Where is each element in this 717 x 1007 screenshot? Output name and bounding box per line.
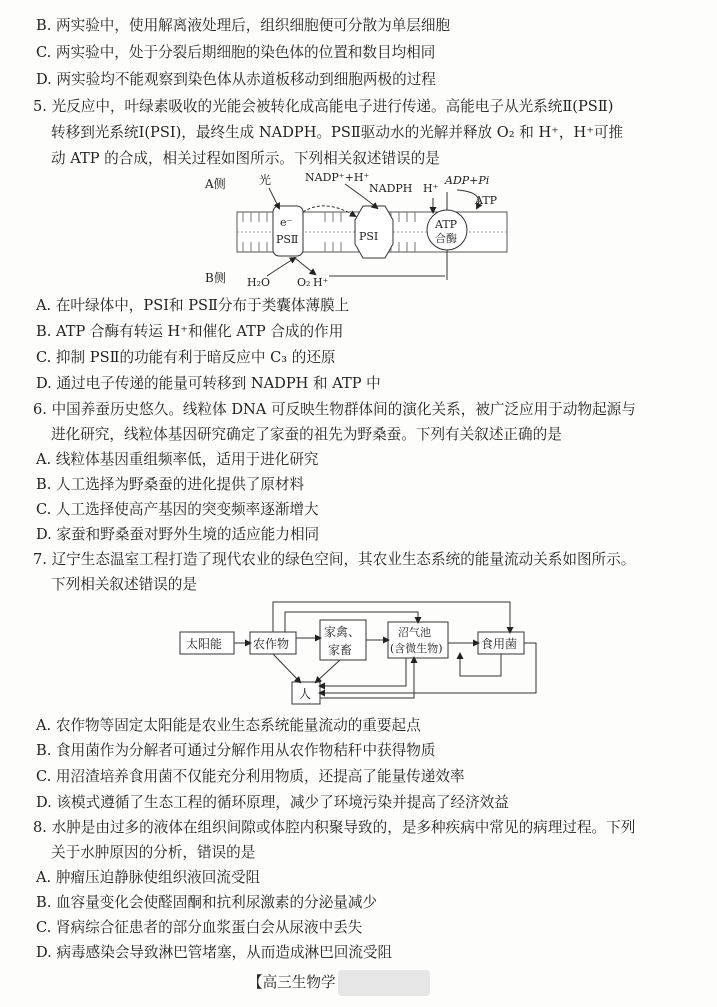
q5-option-d: D. 通过电子传递的能量可转移到 NADPH 和 ATP 中 xyxy=(36,375,381,392)
sun-label: 太阳能 xyxy=(186,637,223,651)
q5-option-c: C. 抑制 PSⅡ的功能有利于暗反应中 C₃ 的还原 xyxy=(36,349,336,366)
light-label: 光 xyxy=(259,173,272,187)
q6-option-a: A. 线粒体基因重组频率低，适用于进化研究 xyxy=(36,451,319,468)
q5-option-b: B. ATP 合酶有转运 H⁺和催化 ATP 合成的作用 xyxy=(36,323,344,340)
livestock-label-2: 家畜 xyxy=(328,643,353,657)
ps2-complex xyxy=(273,206,303,256)
q6-option-d: D. 家蚕和野桑蚕对野外生境的适应能力相同 xyxy=(36,526,320,543)
q8-option-c: C. 肾病综合征患者的部分血浆蛋白会从尿液中丢失 xyxy=(36,919,363,936)
fungi-label: 食用菌 xyxy=(481,637,518,651)
adp-label: ADP+Pi xyxy=(445,174,490,187)
q5-option-a: A. 在叶绿体中，PSⅠ和 PSⅡ分布于类囊体薄膜上 xyxy=(36,297,350,314)
q4-option-b: B. 两实验中，使用解离液处理后，组织细胞便可分散为单层细胞 xyxy=(36,17,451,34)
q8-option-b: B. 血容量变化会使醛固酮和抗利尿激素的分泌量减少 xyxy=(36,894,378,911)
q8-option-d: D. 病毒感染会导致淋巴管堵塞，从而造成淋巴回流受阻 xyxy=(36,944,393,961)
q7-option-d: D. 该模式遵循了生态工程的循环原理，减少了环境污染并提高了经济效益 xyxy=(36,794,509,811)
q5-stem-line-3: 动 ATP 的合成，相关过程如图所示。下列相关叙述错误的是 xyxy=(51,150,440,167)
q7-option-a: A. 农作物等固定太阳能是农业生态系统能量流动的重要起点 xyxy=(36,717,421,734)
oxygen-label: O₂ xyxy=(297,276,311,289)
electron-label: e⁻ xyxy=(280,216,293,229)
q8-stem-line-1: 8. 水肿是由过多的液体在组织间隙或体腔内积聚导致的，是多种疾病中常见的病理过程。下列 xyxy=(33,819,636,836)
photosynthesis-membrane-diagram xyxy=(195,168,525,294)
ps1-label: PSⅠ xyxy=(359,230,379,243)
q8-option-a: A. 肿瘤压迫静脉使组织液回流受阻 xyxy=(36,869,261,886)
watermark-overlay xyxy=(338,970,430,996)
crops-label: 农作物 xyxy=(253,637,290,651)
h-plus-top-label: H⁺ xyxy=(423,182,439,195)
q7-stem-line-1: 7. 辽宁生态温室工程打造了现代农业的绿色空间，其农业生态系统的能量流动关系如图所示。 xyxy=(33,551,636,568)
water-label: H₂O xyxy=(247,276,271,289)
energy-flow-diagram xyxy=(170,594,550,710)
ps2-label: PSⅡ xyxy=(276,233,299,246)
biogas-label-1: 沼气池 xyxy=(398,626,431,639)
side-a-label: A侧 xyxy=(205,177,226,191)
q5-stem-line-1: 5. 光反应中，叶绿素吸收的光能会被转化成高能电子进行传递。高能电子从光系统Ⅱ(PSⅡ) xyxy=(33,98,614,115)
human-label: 人 xyxy=(299,687,312,701)
q6-stem-line-1: 6. 中国养蚕历史悠久。线粒体 DNA 可反映生物群体间的演化关系，被广泛应用于动物起源与 xyxy=(33,401,636,418)
atp-label: ATP xyxy=(475,194,498,207)
q6-option-c: C. 人工选择使高产基因的突变频率逐渐增大 xyxy=(36,501,319,518)
atp-synthase-label-2: 合酶 xyxy=(435,232,457,245)
atp-synthase-label-1: ATP xyxy=(435,218,458,231)
q4-option-c: C. 两实验中，处于分裂后期细胞的染色体的位置和数目均相同 xyxy=(36,44,436,61)
q5-stem-line-2: 转移到光系统Ⅰ(PSⅠ)，最终生成 NADPH。PSⅡ驱动水的光解并释放 O₂ 和 H⁺，H⁺可推 xyxy=(51,124,624,141)
q7-stem-line-2: 下列相关叙述错误的是 xyxy=(51,576,197,593)
q7-option-b: B. 食用菌作为分解者可通过分解作用从农作物秸秆中获得物质 xyxy=(36,742,436,759)
q6-stem-line-2: 进化研究，线粒体基因研究确定了家蚕的祖先为野桑蚕。下列有关叙述正确的是 xyxy=(51,426,562,443)
q6-option-b: B. 人工选择为野桑蚕的进化提供了原材料 xyxy=(36,476,305,493)
side-b-label: B侧 xyxy=(205,271,226,285)
nadp-label: NADP⁺+H⁺ xyxy=(305,171,370,184)
q8-stem-line-2: 关于水肿原因的分析，错误的是 xyxy=(51,844,256,861)
nadph-label: NADPH xyxy=(369,182,413,195)
q4-option-d: D. 两实验均不能观察到染色体从赤道板移动到细胞两极的过程 xyxy=(36,71,436,88)
biogas-label-2: (含微生物) xyxy=(390,642,443,655)
h-plus-bottom-label: H⁺ xyxy=(313,276,329,289)
livestock-label-1: 家禽、 xyxy=(324,625,361,639)
q7-option-c: C. 用沼渣培养食用菌不仅能充分利用物质，还提高了能量传递效率 xyxy=(36,768,465,785)
page-footer: 【高三生物学 xyxy=(248,974,336,991)
